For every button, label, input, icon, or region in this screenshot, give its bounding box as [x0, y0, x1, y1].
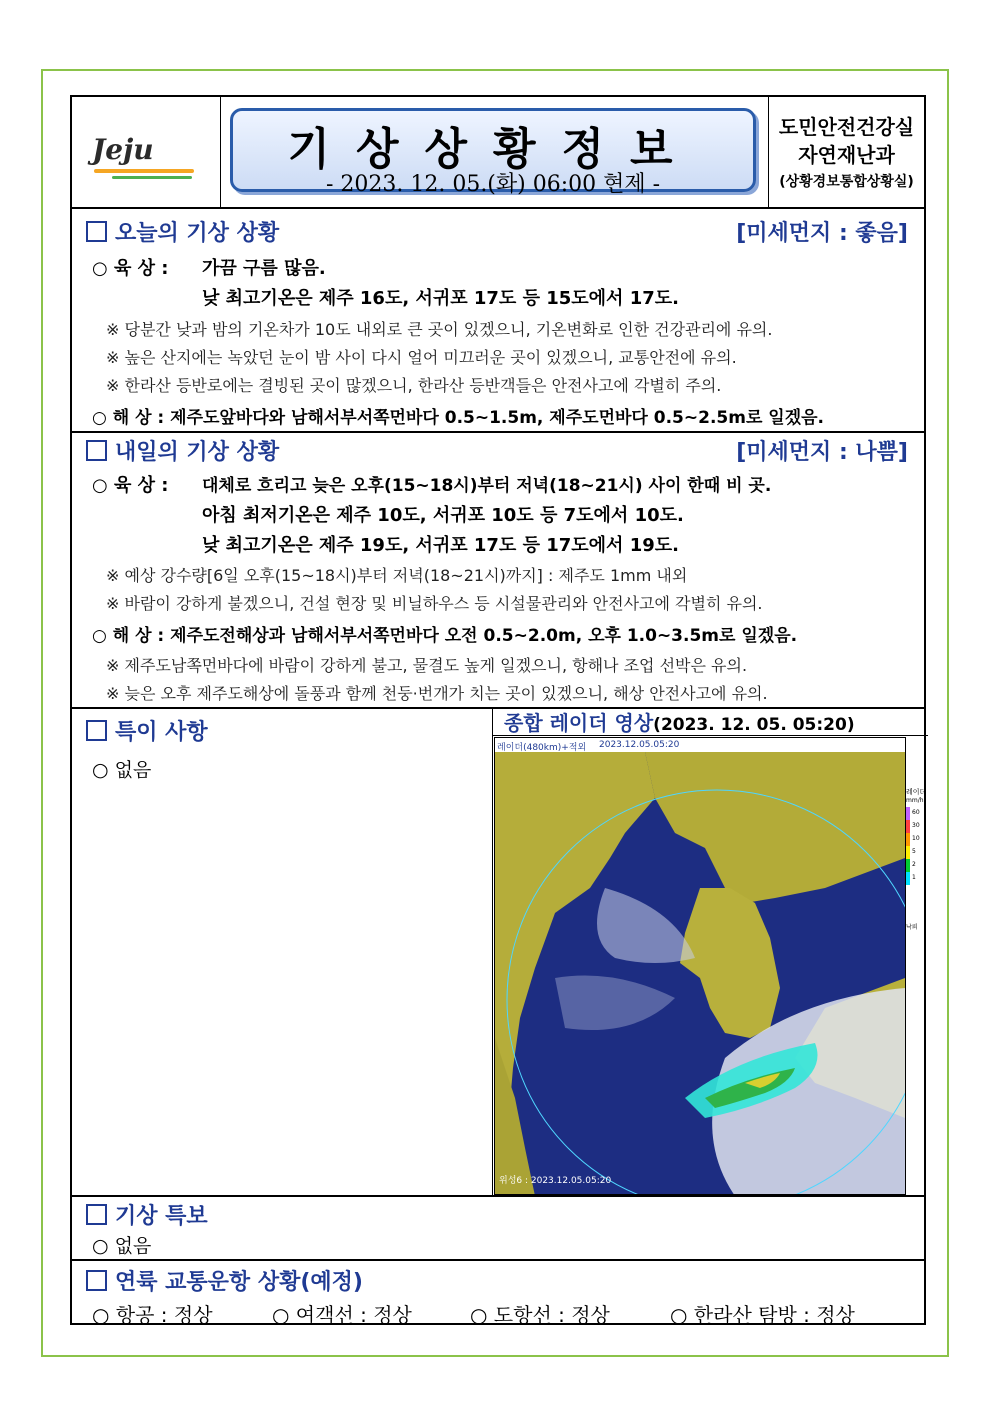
legend-title: 레이더 [906, 788, 927, 796]
legend-lightning: 낙뢰 [906, 924, 918, 931]
today-land-line1: 가끔 구름 많음. [202, 258, 326, 279]
divider [72, 1259, 924, 1261]
tomorrow-note: ※ 예상 강수량[6일 오후(15~18시)부터 저녁(18~21시)까지] : 제주도 1mm 내외 [106, 566, 688, 585]
checkbox-icon [86, 720, 107, 741]
tomorrow-land-line3: 낮 최고기온은 제주 19도, 서귀포 17도 등 17도에서 19도. [202, 535, 679, 556]
column-divider [492, 709, 493, 1195]
traffic-section-title: 연륙 교통운항 상황(예정) [86, 1265, 363, 1296]
legend-swatch [906, 833, 910, 846]
office-name: (상황경보통합상황실) [779, 174, 914, 190]
checkbox-icon [86, 1204, 107, 1225]
divider [72, 1195, 924, 1197]
tomorrow-section-title: 내일의 기상 상황 [86, 435, 279, 466]
satellite-time: 위성6 : 2023.12.05.05:20 [499, 1176, 612, 1186]
today-note: ※ 당분간 낮과 밤의 기온차가 10도 내외로 큰 곳이 있겠으니, 기온변화로 인한 건강관리에 유의. [106, 320, 773, 339]
checkbox-icon [86, 440, 107, 461]
today-dust-status: [미세먼지 : 좋음] [736, 221, 908, 246]
tomorrow-dust-status: [미세먼지 : 나쁨] [736, 440, 908, 465]
radar-title: 종합 레이더 영상(2023. 12. 05. 05:20) [504, 711, 855, 735]
divider [72, 207, 924, 209]
today-land-label: ○ 육 상 : [92, 258, 169, 279]
radar-satellite-map [495, 738, 906, 1195]
tomorrow-land-label: ○ 육 상 : [92, 475, 169, 496]
legend-swatch [906, 807, 910, 820]
traffic-item-hallasan: ○ 한라산 탐방 : 정상 [670, 1303, 855, 1327]
tomorrow-sea-note: ※ 늦은 오후 제주도해상에 돌풍과 함께 천둥·번개가 치는 곳이 있겠으니, 해상 안전사고에 유의. [106, 684, 768, 703]
tomorrow-land-line2: 아침 최저기온은 제주 10도, 서귀포 10도 등 7도에서 10도. [202, 505, 684, 526]
divider [492, 735, 928, 736]
legend-value: 60 [912, 809, 920, 816]
legend-value: 10 [912, 835, 920, 842]
report-title: 기상상황정보 [287, 124, 699, 175]
traffic-item-ferry: ○ 여객선 : 정상 [272, 1303, 412, 1327]
checkbox-icon [86, 1270, 107, 1291]
legend-value: 2 [912, 861, 916, 868]
tomorrow-sea-note: ※ 제주도남쪽먼바다에 바람이 강하게 불고, 물결도 높게 일겠으니, 항해나 조업 선박은 유의. [106, 656, 748, 675]
checkbox-icon [86, 221, 107, 242]
legend-swatch [906, 820, 910, 833]
traffic-item-air: ○ 항공 : 정상 [92, 1303, 213, 1327]
traffic-item-island-ferry: ○ 도항선 : 정상 [470, 1303, 610, 1327]
weather-report-document [70, 95, 926, 1325]
legend-unit: mm/h [906, 797, 924, 804]
report-date: - 2023. 12. 05.(화) 06:00 현제 - [325, 172, 661, 197]
legend-value: 5 [912, 848, 916, 855]
legend-value: 30 [912, 822, 920, 829]
department-cell [768, 97, 924, 207]
radar-time: (2023. 12. 05. 05:20) [653, 715, 855, 735]
tomorrow-sea: ○ 해 상 : 제주도전해상과 남해서부서쪽먼바다 오전 0.5~2.0m, 오후 1.0~3.5m로 일겠음. [92, 626, 798, 646]
tomorrow-land-line1: 대체로 흐리고 늦은 오후(15~18시)부터 저녁(18~21시) 사이 한때 비 곳. [202, 476, 772, 496]
divider [72, 431, 924, 433]
special-content: ○ 없음 [92, 759, 152, 781]
department-name: 도민안전건강실 [778, 115, 915, 139]
jeju-logo: Jeju [92, 133, 154, 166]
today-land-line2: 낮 최고기온은 제주 16도, 서귀포 17도 등 15도에서 17도. [202, 288, 679, 309]
logo-underline-green [112, 176, 192, 179]
division-name: 자연재난과 [798, 143, 895, 167]
warning-content: ○ 없음 [92, 1235, 152, 1257]
legend-value: 1 [912, 874, 916, 881]
radar-label: 레이더(480km)+적외 [497, 743, 587, 753]
today-section-title: 오늘의 기상 상황 [86, 216, 279, 247]
legend-swatch [906, 859, 910, 872]
title-box [230, 108, 756, 197]
logo-underline-orange [94, 169, 194, 173]
today-note: ※ 높은 산지에는 녹았던 눈이 밤 사이 다시 얼어 미끄러운 곳이 있겠으니, 교통안전에 유의. [106, 348, 737, 367]
tomorrow-note: ※ 바람이 강하게 불겠으니, 건설 현장 및 비닐하우스 등 시설물관리와 안전사고에 각별히 유의. [106, 594, 763, 613]
logo-cell [72, 97, 221, 207]
legend-swatch [906, 846, 910, 859]
special-section-title: 특이 사항 [86, 715, 208, 746]
today-note: ※ 한라산 등반로에는 결빙된 곳이 많겠으니, 한라산 등반객들은 안전사고에 각별히 주의. [106, 376, 722, 395]
warning-section-title: 기상 특보 [86, 1199, 208, 1230]
radar-image-time: 2023.12.05.05:20 [599, 740, 680, 750]
radar-legend [906, 787, 926, 937]
radar-image [494, 737, 906, 1195]
today-sea: ○ 해 상 : 제주도앞바다와 남해서부서쪽먼바다 0.5~1.5m, 제주도먼바다 0.5~2.5m로 일겠음. [92, 408, 825, 428]
report-header [72, 97, 924, 207]
legend-swatch [906, 872, 910, 885]
